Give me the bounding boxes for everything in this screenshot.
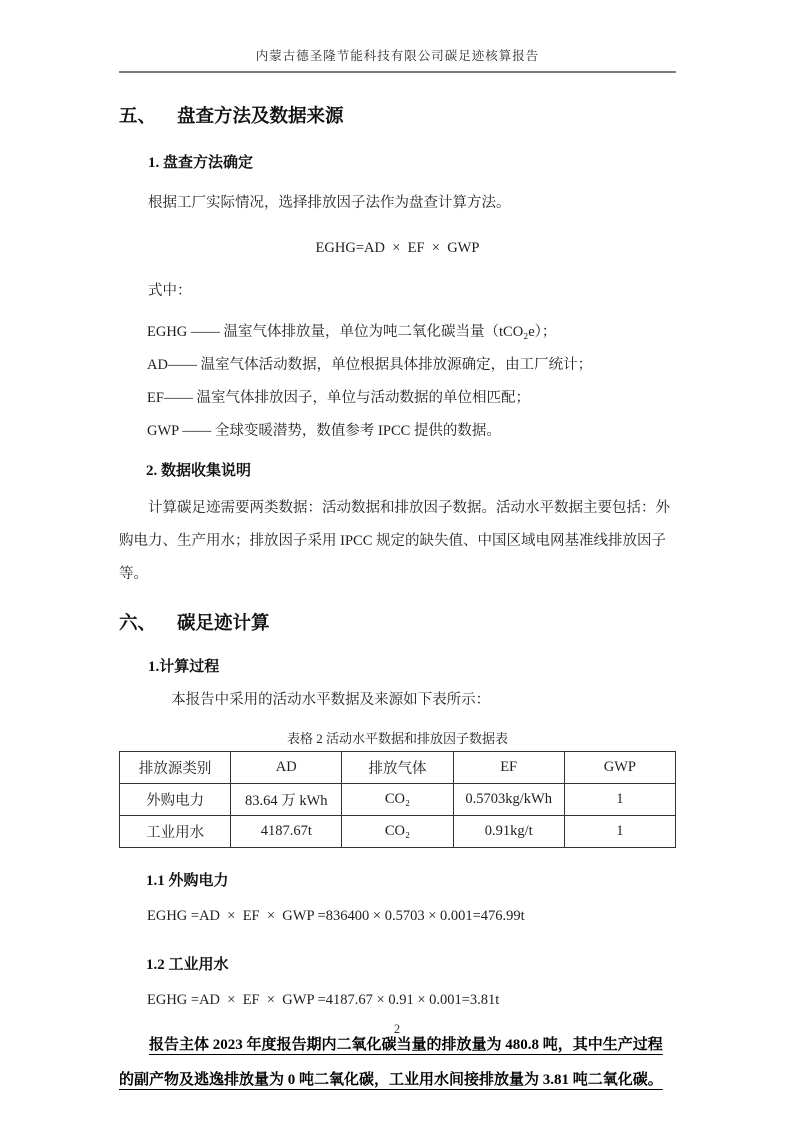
table-row-electricity xyxy=(120,784,676,816)
cell-source: 外购电力 xyxy=(120,784,231,816)
cell-gas: CO₂ xyxy=(342,784,453,816)
cell-gas: CO₂ xyxy=(342,816,453,848)
column-header-ef: EF xyxy=(453,752,564,784)
column-header-gwp: GWP xyxy=(564,752,675,784)
definition-eghg: EGHG —— 温室气体排放量，单位为吨二氧化碳当量（tCO₂e）； xyxy=(147,324,557,340)
section-6-sub1-heading: 1.计算过程 xyxy=(148,659,220,675)
data-collection-paragraph: 计算碳足迹需要两类数据：活动数据和排放因子数据。活动水平数据主要包括：外购电力、生产用水；排放因子采用 IPCC 规定的缺失值、中国区域电网基准线排放因子等。 xyxy=(119,500,670,582)
section-5-sub2-heading: 2. 数据收集说明 xyxy=(146,463,252,479)
section-6-heading xyxy=(119,609,676,635)
definition-gwp: GWP —— 全球变暖潜势，数值参考 IPCC 提供的数据。 xyxy=(147,423,501,439)
definition-ef: EF—— 温室气体排放因子，单位与活动数据的单位相匹配； xyxy=(147,390,531,406)
ghg-formula: EGHG=AD × EF × GWP xyxy=(315,240,480,256)
formula-label: 式中： xyxy=(148,283,192,299)
table-header-row xyxy=(120,752,676,784)
column-header-source: 排放源类别 xyxy=(120,752,231,784)
page-header-title: 内蒙古德圣隆节能科技有限公司碳足迹核算报告 xyxy=(119,46,676,73)
activity-data-table xyxy=(119,751,676,848)
page-number: 2 xyxy=(393,1022,401,1036)
cell-gwp: 1 xyxy=(564,816,675,848)
conclusion-paragraph xyxy=(119,1028,676,1098)
cell-ad: 83.64 万 kWh xyxy=(231,784,342,816)
section-6-number: 六、 xyxy=(119,614,157,634)
definition-ad: AD—— 温室气体活动数据，单位根据具体排放源确定，由工厂统计； xyxy=(147,357,593,373)
cell-ad: 4187.67t xyxy=(231,816,342,848)
cell-gwp: 1 xyxy=(564,784,675,816)
cell-ef: 0.5703kg/kWh xyxy=(453,784,564,816)
table-intro-paragraph: 本报告中采用的活动水平数据及来源如下表所示： xyxy=(171,692,491,708)
table-caption: 表格 2 活动水平数据和排放因子数据表 xyxy=(286,731,508,746)
section-6-sub12-heading: 1.2 工业用水 xyxy=(146,957,229,973)
section-5-number: 五、 xyxy=(119,107,157,127)
section-5-sub1-heading: 1. 盘查方法确定 xyxy=(148,155,254,171)
formula-definitions xyxy=(119,316,676,448)
cell-source: 工业用水 xyxy=(120,816,231,848)
water-calc-formula: EGHG =AD × EF × GWP =4187.67 × 0.91 × 0.001=3.81t xyxy=(147,992,500,1008)
section-6-title: 碳足迹计算 xyxy=(177,614,270,634)
section-5-heading xyxy=(119,102,676,128)
section-5-title: 盘查方法及数据来源 xyxy=(177,107,344,127)
page-content xyxy=(119,46,676,1098)
conclusion-text: 报告主体 2023 年度报告期内二氧化碳当量的排放量为 480.8 吨，其中生产过程的副产物及逃逸排放量为 0 吨二氧化碳，工业用水间接排放量为 3.81 吨二氧化碳。 xyxy=(119,1037,663,1088)
section-6-sub11-heading: 1.1 外购电力 xyxy=(146,873,229,889)
table-row-water xyxy=(120,816,676,848)
cell-ef: 0.91kg/t xyxy=(453,816,564,848)
column-header-gas: 排放气体 xyxy=(342,752,453,784)
column-header-ad: AD xyxy=(231,752,342,784)
method-intro-paragraph: 根据工厂实际情况，选择排放因子法作为盘查计算方法。 xyxy=(148,195,511,211)
electricity-calc-formula: EGHG =AD × EF × GWP =836400 × 0.5703 × 0.001=476.99t xyxy=(147,908,525,924)
